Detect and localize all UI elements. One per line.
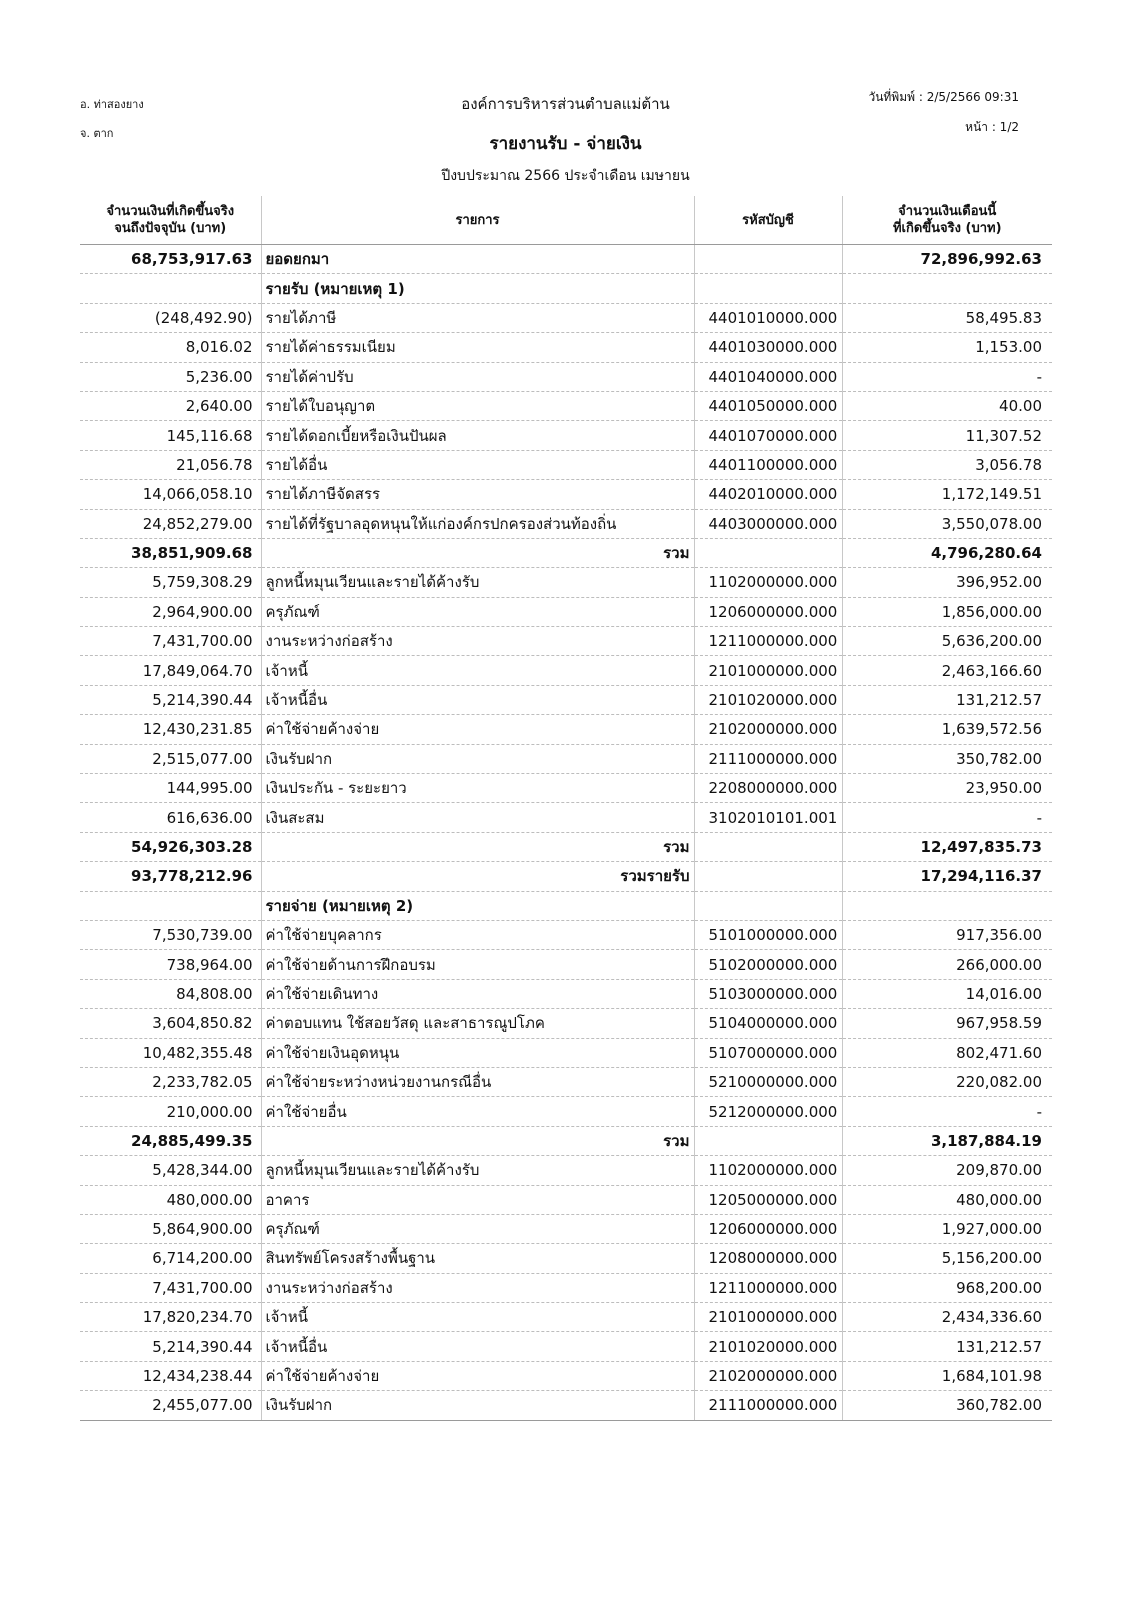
print-date: วันที่พิมพ์ : 2/5/2566 09:31 — [868, 90, 1019, 104]
header-month-line1: จำนวนเงินเดือนนี้ — [898, 204, 997, 219]
account-code-cell: 1206000000.000 — [694, 1214, 842, 1243]
table-row — [80, 1185, 1052, 1214]
month-amount-cell: 12,497,835.73 — [842, 832, 1052, 861]
month-amount-cell: 17,294,116.37 — [842, 862, 1052, 891]
month-amount-cell: 40.00 — [842, 391, 1052, 420]
account-code-cell: 4401040000.000 — [694, 362, 842, 391]
item-cell: รายได้ที่รัฐบาลอุดหนุนให้แก่องค์กรปกครองส่วนท้องถิ่น — [261, 509, 694, 538]
cumulative-amount-cell: 5,759,308.29 — [80, 568, 261, 597]
cumulative-amount-cell — [80, 891, 261, 920]
cumulative-amount-cell: 7,431,700.00 — [80, 627, 261, 656]
item-cell: งานระหว่างก่อสร้าง — [261, 1273, 694, 1302]
item-cell: ลูกหนี้หมุนเวียนและรายได้ค้างรับ — [261, 1156, 694, 1185]
cumulative-amount-cell: 144,995.00 — [80, 774, 261, 803]
cumulative-amount-cell: 7,530,739.00 — [80, 920, 261, 949]
account-code-cell: 2102000000.000 — [694, 1361, 842, 1390]
cumulative-amount-cell: 2,455,077.00 — [80, 1391, 261, 1420]
month-amount-cell: 1,856,000.00 — [842, 597, 1052, 626]
province-label: จ. ตาก — [80, 127, 114, 140]
month-amount-cell: 209,870.00 — [842, 1156, 1052, 1185]
month-amount-cell: 72,896,992.63 — [842, 245, 1052, 274]
account-code-cell: 5104000000.000 — [694, 1009, 842, 1038]
cumulative-amount-cell: 38,851,909.68 — [80, 538, 261, 567]
account-code-cell: 1208000000.000 — [694, 1244, 842, 1273]
account-code-cell: 1211000000.000 — [694, 627, 842, 656]
month-amount-cell: 2,434,336.60 — [842, 1303, 1052, 1332]
account-code-cell: 4401030000.000 — [694, 333, 842, 362]
item-cell: สินทรัพย์โครงสร้างพื้นฐาน — [261, 1244, 694, 1273]
account-code-cell: 3102010101.001 — [694, 803, 842, 832]
account-code-cell: 4402010000.000 — [694, 480, 842, 509]
month-amount-cell: 968,200.00 — [842, 1273, 1052, 1302]
account-code-cell — [694, 274, 842, 303]
table-row — [80, 979, 1052, 1008]
month-amount-cell: 266,000.00 — [842, 950, 1052, 979]
item-cell: อาคาร — [261, 1185, 694, 1214]
item-cell: เจ้าหนี้ — [261, 1303, 694, 1332]
table-row — [80, 656, 1052, 685]
item-cell: รวมรายรับ — [261, 862, 694, 891]
item-cell: ค่าใช้จ่ายระหว่างหน่วยงานกรณีอื่น — [261, 1067, 694, 1096]
table-row — [80, 1156, 1052, 1185]
item-cell: ค่าตอบแทน ใช้สอยวัสดุ และสาธารณูปโภค — [261, 1009, 694, 1038]
cumulative-amount-cell: 616,636.00 — [80, 803, 261, 832]
page-number: หน้า : 1/2 — [965, 120, 1019, 134]
account-code-cell: 5103000000.000 — [694, 979, 842, 1008]
table-row — [80, 920, 1052, 949]
month-amount-cell: 1,153.00 — [842, 333, 1052, 362]
item-cell: รายได้ค่าปรับ — [261, 362, 694, 391]
account-code-cell: 1205000000.000 — [694, 1185, 842, 1214]
month-amount-cell: 131,212.57 — [842, 685, 1052, 714]
table-header-row — [80, 196, 1052, 245]
table-row — [80, 274, 1052, 303]
month-amount-cell: 220,082.00 — [842, 1067, 1052, 1096]
month-amount-cell: 11,307.52 — [842, 421, 1052, 450]
cumulative-amount-cell: 24,885,499.35 — [80, 1126, 261, 1155]
cumulative-amount-cell: 480,000.00 — [80, 1185, 261, 1214]
item-cell: ค่าใช้จ่ายบุคลากร — [261, 920, 694, 949]
cumulative-amount-cell: 7,431,700.00 — [80, 1273, 261, 1302]
table-row — [80, 421, 1052, 450]
month-amount-cell: 2,463,166.60 — [842, 656, 1052, 685]
month-amount-cell: 802,471.60 — [842, 1038, 1052, 1067]
month-amount-cell: 1,684,101.98 — [842, 1361, 1052, 1390]
account-code-cell: 5101000000.000 — [694, 920, 842, 949]
month-amount-cell: 350,782.00 — [842, 744, 1052, 773]
cumulative-amount-cell: 84,808.00 — [80, 979, 261, 1008]
header-cumulative-amount — [80, 196, 261, 245]
table-row — [80, 391, 1052, 420]
item-cell: รายได้ค่าธรรมเนียม — [261, 333, 694, 362]
table-row — [80, 1097, 1052, 1126]
item-cell: รายได้ภาษี — [261, 303, 694, 332]
account-code-cell: 2101020000.000 — [694, 685, 842, 714]
cumulative-amount-cell: 5,214,390.44 — [80, 1332, 261, 1361]
account-code-cell: 4401010000.000 — [694, 303, 842, 332]
table-row — [80, 597, 1052, 626]
account-code-cell: 5107000000.000 — [694, 1038, 842, 1067]
table-row — [80, 1332, 1052, 1361]
item-cell: ค่าใช้จ่ายเงินอุดหนุน — [261, 1038, 694, 1067]
cumulative-amount-cell: 68,753,917.63 — [80, 245, 261, 274]
account-code-cell: 5102000000.000 — [694, 950, 842, 979]
cumulative-amount-cell: 17,849,064.70 — [80, 656, 261, 685]
organization-name: องค์การบริหารส่วนตำบลแม่ต้าน — [461, 95, 670, 113]
month-amount-cell: - — [842, 803, 1052, 832]
cumulative-amount-cell: 2,233,782.05 — [80, 1067, 261, 1096]
month-amount-cell: 3,550,078.00 — [842, 509, 1052, 538]
table-row — [80, 744, 1052, 773]
account-code-cell: 1211000000.000 — [694, 1273, 842, 1302]
item-cell: ครุภัณฑ์ — [261, 1214, 694, 1243]
month-amount-cell: 1,927,000.00 — [842, 1214, 1052, 1243]
item-cell: ยอดยกมา — [261, 245, 694, 274]
month-amount-cell: 480,000.00 — [842, 1185, 1052, 1214]
account-code-cell: 2101000000.000 — [694, 656, 842, 685]
cumulative-amount-cell: 54,926,303.28 — [80, 832, 261, 861]
table-row — [80, 862, 1052, 891]
account-code-cell: 2102000000.000 — [694, 715, 842, 744]
month-amount-cell: 131,212.57 — [842, 1332, 1052, 1361]
cumulative-amount-cell: 10,482,355.48 — [80, 1038, 261, 1067]
cumulative-amount-cell: 2,964,900.00 — [80, 597, 261, 626]
month-amount-cell: 5,156,200.00 — [842, 1244, 1052, 1273]
cumulative-amount-cell: 12,430,231.85 — [80, 715, 261, 744]
month-amount-cell: 1,639,572.56 — [842, 715, 1052, 744]
header-cumulative-line2: จนถึงปัจจุบัน (บาท) — [114, 221, 227, 236]
item-cell: เงินประกัน - ระยะยาว — [261, 774, 694, 803]
account-code-cell — [694, 245, 842, 274]
item-cell: เจ้าหนี้ — [261, 656, 694, 685]
item-cell: เจ้าหนี้อื่น — [261, 685, 694, 714]
account-code-cell — [694, 862, 842, 891]
cumulative-amount-cell: 93,778,212.96 — [80, 862, 261, 891]
table-row — [80, 1038, 1052, 1067]
table-row — [80, 891, 1052, 920]
item-cell: เงินสะสม — [261, 803, 694, 832]
account-code-cell: 4403000000.000 — [694, 509, 842, 538]
month-amount-cell: 5,636,200.00 — [842, 627, 1052, 656]
item-cell: รายได้ดอกเบี้ยหรือเงินปันผล — [261, 421, 694, 450]
table-row — [80, 362, 1052, 391]
table-row — [80, 1361, 1052, 1390]
item-cell: เงินรับฝาก — [261, 1391, 694, 1420]
account-code-cell — [694, 1126, 842, 1155]
table-row — [80, 538, 1052, 567]
table-row — [80, 450, 1052, 479]
month-amount-cell: 14,016.00 — [842, 979, 1052, 1008]
cumulative-amount-cell: 145,116.68 — [80, 421, 261, 450]
item-cell: รวม — [261, 538, 694, 567]
header-cumulative-line1: จำนวนเงินที่เกิดขึ้นจริง — [106, 204, 235, 219]
item-cell: ลูกหนี้หมุนเวียนและรายได้ค้างรับ — [261, 568, 694, 597]
cumulative-amount-cell: 5,864,900.00 — [80, 1214, 261, 1243]
month-amount-cell: - — [842, 362, 1052, 391]
table-row — [80, 832, 1052, 861]
table-row — [80, 685, 1052, 714]
table-row — [80, 1067, 1052, 1096]
item-cell: ครุภัณฑ์ — [261, 597, 694, 626]
item-cell: ค่าใช้จ่ายด้านการฝึกอบรม — [261, 950, 694, 979]
item-cell: ค่าใช้จ่ายเดินทาง — [261, 979, 694, 1008]
month-amount-cell: 967,958.59 — [842, 1009, 1052, 1038]
cumulative-amount-cell: 3,604,850.82 — [80, 1009, 261, 1038]
table-row — [80, 1391, 1052, 1420]
cumulative-amount-cell: 12,434,238.44 — [80, 1361, 261, 1390]
district-label: อ. ท่าสองยาง — [80, 98, 144, 111]
item-cell: งานระหว่างก่อสร้าง — [261, 627, 694, 656]
item-cell: รวม — [261, 832, 694, 861]
table-row — [80, 1214, 1052, 1243]
cumulative-amount-cell: 2,515,077.00 — [80, 744, 261, 773]
header-item: รายการ — [261, 196, 694, 245]
month-amount-cell: 917,356.00 — [842, 920, 1052, 949]
item-cell: เงินรับฝาก — [261, 744, 694, 773]
report-subtitle: ปีงบประมาณ 2566 ประจำเดือน เมษายน — [441, 168, 690, 184]
table-row — [80, 1273, 1052, 1302]
account-code-cell: 1102000000.000 — [694, 568, 842, 597]
account-code-cell — [694, 832, 842, 861]
account-code-cell: 2101020000.000 — [694, 1332, 842, 1361]
table-row — [80, 1303, 1052, 1332]
table-row — [80, 245, 1052, 274]
account-code-cell: 2111000000.000 — [694, 1391, 842, 1420]
header-month-line2: ที่เกิดขึ้นจริง (บาท) — [892, 221, 1002, 236]
table-row — [80, 303, 1052, 332]
cumulative-amount-cell: 24,852,279.00 — [80, 509, 261, 538]
table-row — [80, 1009, 1052, 1038]
cumulative-amount-cell: 738,964.00 — [80, 950, 261, 979]
report-table — [80, 196, 1052, 1421]
month-amount-cell: - — [842, 1097, 1052, 1126]
report-title: รายงานรับ - จ่ายเงิน — [489, 134, 642, 154]
item-cell: ค่าใช้จ่ายอื่น — [261, 1097, 694, 1126]
account-code-cell: 2111000000.000 — [694, 744, 842, 773]
item-cell: ค่าใช้จ่ายค้างจ่าย — [261, 1361, 694, 1390]
report-body — [80, 245, 1052, 1421]
month-amount-cell: 396,952.00 — [842, 568, 1052, 597]
account-code-cell: 2101000000.000 — [694, 1303, 842, 1332]
account-code-cell: 1102000000.000 — [694, 1156, 842, 1185]
item-cell: รายได้อื่น — [261, 450, 694, 479]
cumulative-amount-cell: 6,714,200.00 — [80, 1244, 261, 1273]
table-row — [80, 480, 1052, 509]
cumulative-amount-cell: 2,640.00 — [80, 391, 261, 420]
account-code-cell — [694, 538, 842, 567]
table-row — [80, 333, 1052, 362]
table-row — [80, 950, 1052, 979]
month-amount-cell — [842, 891, 1052, 920]
item-cell: เจ้าหนี้อื่น — [261, 1332, 694, 1361]
item-cell: รายได้ภาษีจัดสรร — [261, 480, 694, 509]
item-cell: ค่าใช้จ่ายค้างจ่าย — [261, 715, 694, 744]
item-cell: รายจ่าย (หมายเหตุ 2) — [261, 891, 694, 920]
account-code-cell: 4401070000.000 — [694, 421, 842, 450]
cumulative-amount-cell: 17,820,234.70 — [80, 1303, 261, 1332]
header-account-code: รหัสบัญชี — [694, 196, 842, 245]
cumulative-amount-cell: 5,428,344.00 — [80, 1156, 261, 1185]
month-amount-cell: 23,950.00 — [842, 774, 1052, 803]
table-row — [80, 774, 1052, 803]
month-amount-cell: 3,187,884.19 — [842, 1126, 1052, 1155]
cumulative-amount-cell: 5,236.00 — [80, 362, 261, 391]
month-amount-cell — [842, 274, 1052, 303]
month-amount-cell: 1,172,149.51 — [842, 480, 1052, 509]
month-amount-cell: 58,495.83 — [842, 303, 1052, 332]
account-code-cell — [694, 891, 842, 920]
account-code-cell: 2208000000.000 — [694, 774, 842, 803]
table-row — [80, 1244, 1052, 1273]
account-code-cell: 5212000000.000 — [694, 1097, 842, 1126]
account-code-cell: 5210000000.000 — [694, 1067, 842, 1096]
table-row — [80, 509, 1052, 538]
cumulative-amount-cell: 5,214,390.44 — [80, 685, 261, 714]
cumulative-amount-cell: 210,000.00 — [80, 1097, 261, 1126]
month-amount-cell: 360,782.00 — [842, 1391, 1052, 1420]
cumulative-amount-cell: 21,056.78 — [80, 450, 261, 479]
cumulative-amount-cell: 8,016.02 — [80, 333, 261, 362]
account-code-cell: 4401100000.000 — [694, 450, 842, 479]
header-month-amount — [842, 196, 1052, 245]
cumulative-amount-cell: (248,492.90) — [80, 303, 261, 332]
item-cell: รายได้ใบอนุญาต — [261, 391, 694, 420]
month-amount-cell: 3,056.78 — [842, 450, 1052, 479]
cumulative-amount-cell — [80, 274, 261, 303]
item-cell: รายรับ (หมายเหตุ 1) — [261, 274, 694, 303]
table-row — [80, 627, 1052, 656]
cumulative-amount-cell: 14,066,058.10 — [80, 480, 261, 509]
month-amount-cell: 4,796,280.64 — [842, 538, 1052, 567]
table-row — [80, 715, 1052, 744]
account-code-cell: 4401050000.000 — [694, 391, 842, 420]
item-cell: รวม — [261, 1126, 694, 1155]
account-code-cell: 1206000000.000 — [694, 597, 842, 626]
table-row — [80, 803, 1052, 832]
table-row — [80, 1126, 1052, 1155]
table-row — [80, 568, 1052, 597]
